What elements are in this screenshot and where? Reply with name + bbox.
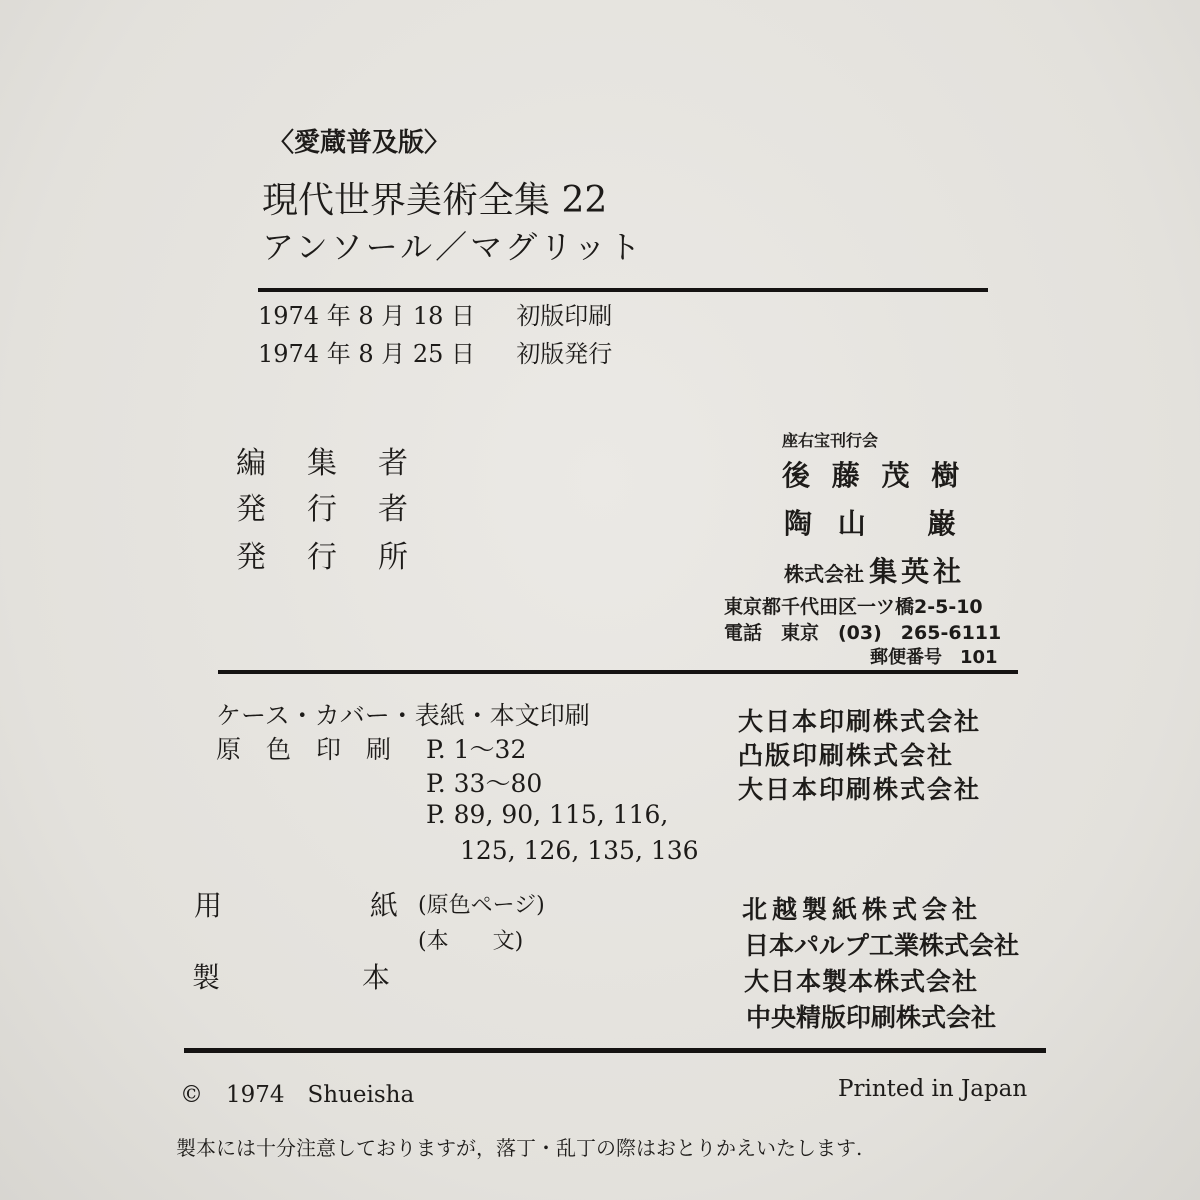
paper-maker-1: 北越製紙株式会社	[742, 895, 983, 924]
print-event: 初版印刷	[516, 302, 613, 330]
publisher-company	[784, 550, 965, 590]
editor-org: 座右宝刊行会	[782, 431, 879, 450]
divider-top	[258, 288, 988, 292]
color-printer-1: 凸版印刷株式会社	[738, 741, 955, 770]
publishing-house-label-char: 行	[307, 540, 337, 575]
publisher-label	[236, 484, 408, 528]
paper-label-1: 用	[194, 889, 223, 922]
color-pages-3a: P. 89, 90, 115, 116,	[426, 800, 669, 829]
color-pages-2: P. 33〜80	[426, 769, 543, 798]
publisher-phone: 電話 東京 (03) 265-6111	[724, 622, 1002, 644]
editor-label-char: 者	[378, 446, 408, 481]
binding-label-1: 製	[192, 961, 221, 994]
paper-sub-1: (原色ページ)	[418, 893, 545, 918]
editor-name: 後 藤 茂 樹	[782, 459, 966, 492]
divider-middle	[218, 670, 1018, 674]
print-date-row	[258, 296, 612, 331]
paper-maker-2: 日本パルプ工業株式会社	[744, 931, 1020, 960]
postal-code: 郵便番号 101	[870, 647, 998, 668]
binder-1: 大日本製本株式会社	[744, 967, 979, 996]
editor-label-char: 集	[307, 446, 337, 481]
paper-label-2: 紙	[370, 889, 399, 922]
publisher-name: 陶 山 巌	[784, 507, 964, 540]
publishing-house-label-char: 所	[378, 540, 408, 575]
print-date: 1974 年 8 月 18 日	[258, 302, 476, 330]
color-pages-1: P. 1〜32	[426, 735, 527, 764]
case-print-label: ケース・カバー・表紙・本文印刷	[216, 701, 590, 730]
case-printer: 大日本印刷株式会社	[738, 707, 982, 736]
copyright-line: © 1974 Shueisha	[180, 1082, 415, 1108]
publishing-house-label	[236, 532, 408, 576]
color-printer-2: 大日本印刷株式会社	[738, 775, 982, 804]
paper-sub-2: (本 文)	[418, 929, 524, 954]
color-pages-3b: 125, 126, 135, 136	[460, 836, 699, 865]
publisher-label-char: 行	[307, 492, 337, 527]
binding-label-2: 本	[362, 961, 391, 994]
publish-date: 1974 年 8 月 25 日	[258, 340, 476, 368]
volume-title: アンソール／マグリット	[262, 228, 644, 266]
publisher-label-char: 者	[378, 492, 408, 527]
divider-bottom	[184, 1048, 1046, 1053]
publisher-label-char: 発	[236, 492, 266, 527]
notice-line: 製本には十分注意しておりますが，落丁・乱丁の際はおとりかえいたします.	[176, 1136, 863, 1160]
editor-label-char: 編	[236, 446, 266, 481]
company-prefix: 株式会社	[784, 562, 864, 586]
printed-in: Printed in Japan	[838, 1076, 1028, 1102]
company-name: 集英社	[869, 555, 966, 588]
publishing-house-label-char: 発	[236, 540, 266, 575]
edition-label: 〈愛蔵普及版〉	[268, 128, 451, 158]
publisher-address: 東京都千代田区一ツ橋2-5-10	[724, 596, 983, 618]
publish-event: 初版発行	[516, 340, 613, 368]
editor-label	[236, 438, 408, 482]
series-title: 現代世界美術全集 22	[262, 180, 608, 221]
color-print-label: 原 色 印 刷	[216, 735, 392, 764]
publish-date-row	[258, 334, 612, 369]
binder-2: 中央精版印刷株式会社	[746, 1003, 997, 1032]
